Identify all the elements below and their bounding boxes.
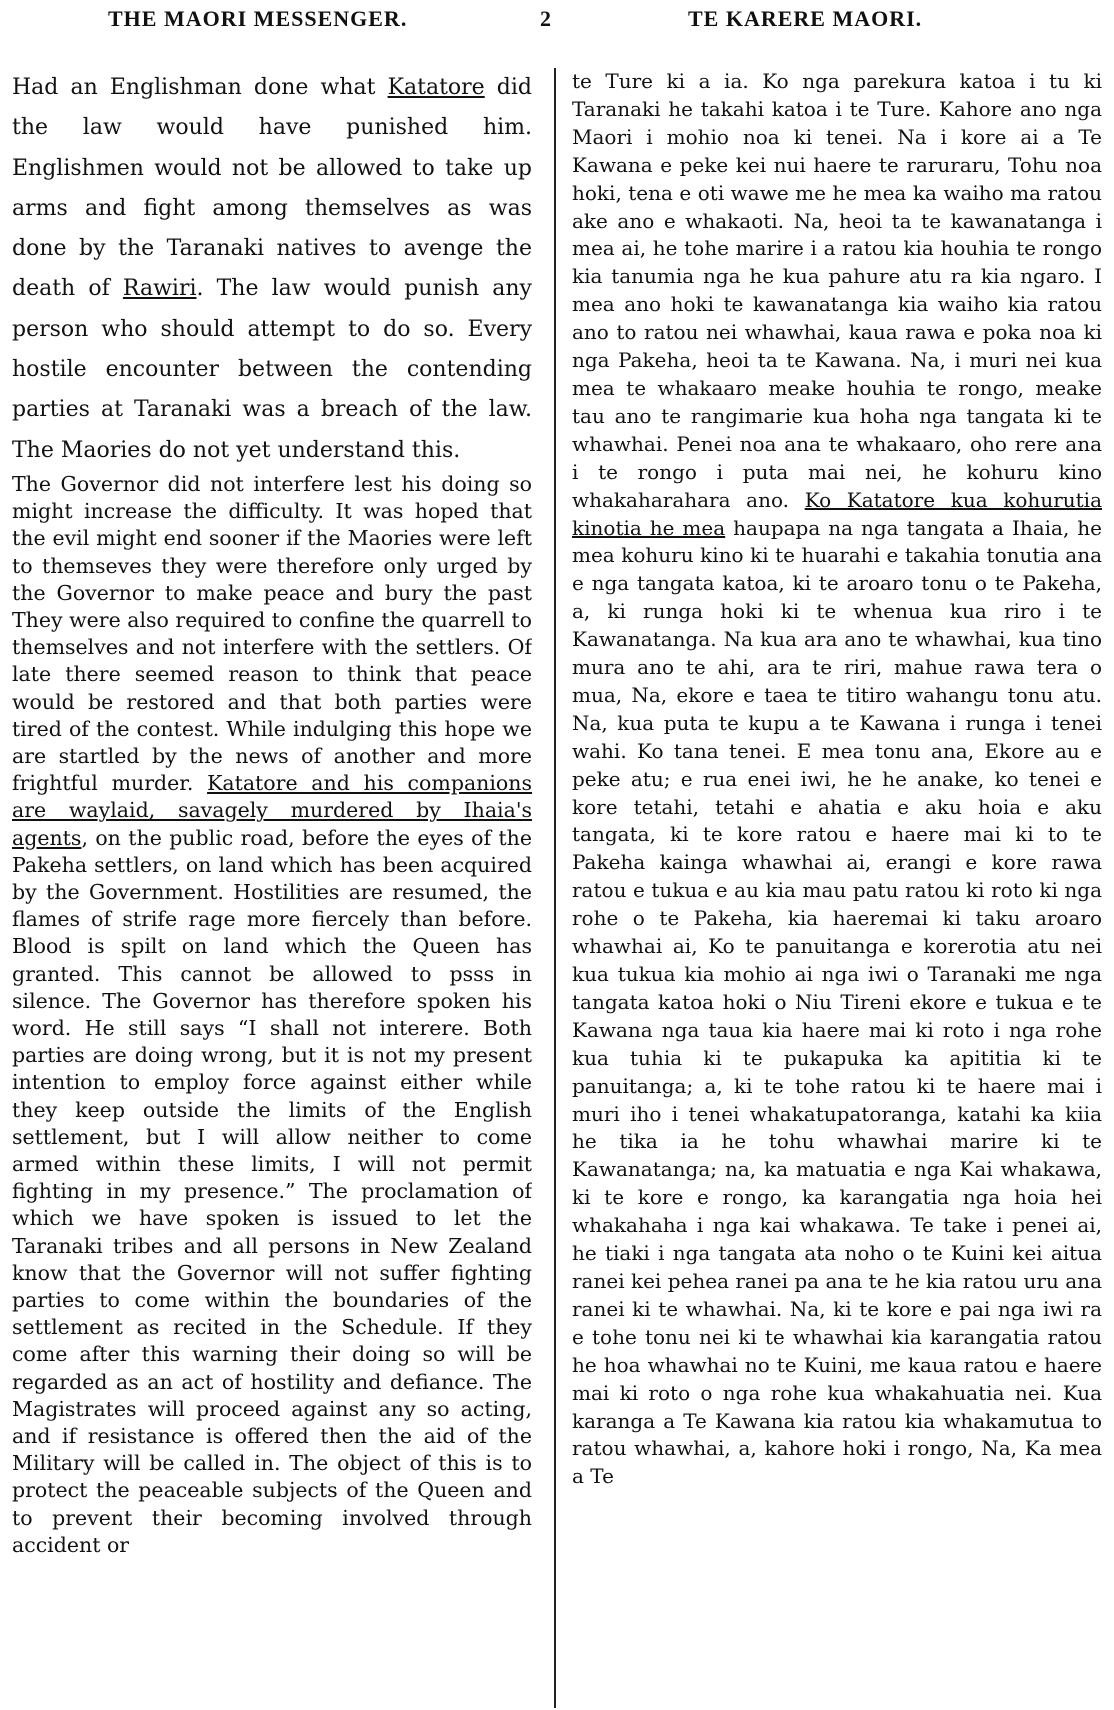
text-span: did the law would have punished him. Englishmen would not be allowed to take up arms and fight among themselves as was done by the Taranaki natives to avenge the death of <box>12 75 532 302</box>
page-number: 2 <box>540 6 552 31</box>
text-span: te Ture ki a ia. Ko nga parekura katoa i tu ki Taranaki he takahi katoa i te Ture. Kahore ano nga Maori i mohio noa ki tenei. Na i kore ai a Te Kawana e peke kei nui haere te raruraru, Tohu noa hoki, tena e oti wawe me he mea ka waiho ma ratou ake ano e whakaoti. Na, heoi ta te kawanatanga i mea ai, he tohe marire i a ratou kia houhia te rongo kia tanumia nga he kua pahure atu ra kia ngaro. I mea ano hoki te kawanatanga kia waiho kia ratou ano to ratou nei whawhai, kaua rawa e poka noa ki nga Pakeha, heoi ta te Kawana. Na, i muri nei kua mea te whakaaro meake houhia te rongo, meake tau ano te rangimarie kua hoha nga tangata ki te whawhai. Penei noa ana te whakaaro, oho rere ana i te rongo i puta mai nei, he kohuru kino whakaharahara ano. <box>572 69 1102 512</box>
english-paragraph-1 <box>12 68 532 471</box>
text-span: . The law would punish any person who should attempt to do so. Every hostile encounter between the contending parties at Taranaki was a breach of the law. The Maories do not yet understand this. <box>12 276 532 463</box>
maori-paragraph <box>572 68 1102 1491</box>
underlined-passage: Katatore and his companions are waylaid, savagely murdered by Ihaia's agents <box>12 771 532 850</box>
column-divider <box>554 68 556 1708</box>
maori-column <box>572 68 1102 1703</box>
page-header <box>0 0 1114 50</box>
underlined-name: Rawiri <box>122 276 197 302</box>
english-masthead: THE MAORI MESSENGER. <box>108 6 408 31</box>
maori-masthead: TE KARERE MAORI. <box>688 6 923 31</box>
english-column <box>12 68 532 1703</box>
text-span: Had an Englishman done what <box>12 75 388 100</box>
underlined-name: Katatore <box>387 75 485 100</box>
underlined-passage: Ko Katatore kua kohurutia kinotia he mea <box>572 487 1102 540</box>
text-span: , on the public road, before the eyes of the Pakeha settlers, on land which has been acquired by the Government. Hostilities are resumed, the flames of strife rage more fiercely than before. Blood is spilt on land which the Queen has granted. This cannot be allowed to psss in silence. The Governor has therefore spoken his word. He still says “I shall not interere. Both parties are doing wrong, but it is not my present intention to employ force against either while they keep outside the limits of the English settlement, but I will allow neither to come armed within these limits, I will not permit fighting in my presence.” The proclamation of which we have spoken is issued to let the Taranaki tribes and all persons in New Zealand know that the Governor will not suffer fighting parties to come within the boundaries of the settlement as recited in the Schedule. If they come after this warning their doing so will be regarded as an act of hostility and defiance. The Magistrates will proceed against any so acting, and if resistance is offered then the aid of the Military will be called in. The object of this is to protect the peaceable subjects of the Queen and to prevent their becoming involved through accident or <box>12 825 532 1557</box>
text-span: haupapa na nga tangata a Ihaia, he mea kohuru kino ki te huarahi e takahia tonutia ana e nga tangata katoa, ki te aroaro tonu o te Pakeha, a, ki runga hoki ki te whenua kua riro i te Kawanatanga. Na kua ara ano te whawhai, kua tino mura ano te ahi, ara te riri, mahue rawa tera o mua, Na, ekore e taea te titiro wahangu tonu atu. Na, kua puta te kupu a te Kawana i runga i tenei wahi. Ko tana tenei. E mea tonu ana, Ekore au e peke atu; e rua enei iwi, he he anake, ko tenei e kore tetahi, tetahi e ahatia e aku hoia e aku tangata, ki te kore ratou e haere mai ki to te Pakeha kainga whawhai ai, erangi e kore rawa ratou e tukua e au kia mau patu ratou ki roto ki nga rohe o te Pakeha, kia haeremai ki taku aroaro whawhai ai, Ko te panuitanga e korerotia atu nei kua tukua kia mohio ai nga iwi o Taranaki me nga tangata katoa hoki o Niu Tireni ekore e tukua e te Kawana nga taua kia haere mai ki roto i nga rohe kua tuhia ki te pukapuka ka apititia ki te panuitanga; a, ki te tohe ratou ki te haere mai i muri iho i tenei whakatupatoranga, katahi ka kiia he tika ia he tohu whawhai marire ki te Kawanatanga; na, ka matuatia e nga Kai whakawa, ki te kore e rongo, ka karangatia nga hoia hei whakahaha i nga kai whakawa. Te take i penei ai, he tiaki i nga tangata ata noho o te Kuini kei aitua ranei kei pehea ranei pa ana te he kia ratou uru ana ranei ki te whawhai. Na, ki te kore e pai nga iwi ra e tohe tonu nei ki te whawhai kia karangatia ratou he hoa whawhai no te Kuini, me kaua ratou e haere mai ki roto o nga rohe kua whakahuatia nei. Kua karanga a Te Kawana kia ratou kia whakamutua to ratou whawhai, a, kahore hoki i rongo, Na, Ka mea a Te <box>572 515 1102 1489</box>
text-span: The Governor did not interfere lest his doing so might increase the difficulty. It was hoped that the evil might end sooner if the Maories were left to themseves they were therefore only urged by the Governor to make peace and bury the past They were also required to confine the quarrell to themselves and not interfere with the settlers. Of late there seemed reason to think that peace would be restored and that both parties were tired of the contest. While indulging this hope we are startled by the news of another and more frightful murder. <box>12 471 532 796</box>
english-paragraph-2 <box>12 471 532 1559</box>
